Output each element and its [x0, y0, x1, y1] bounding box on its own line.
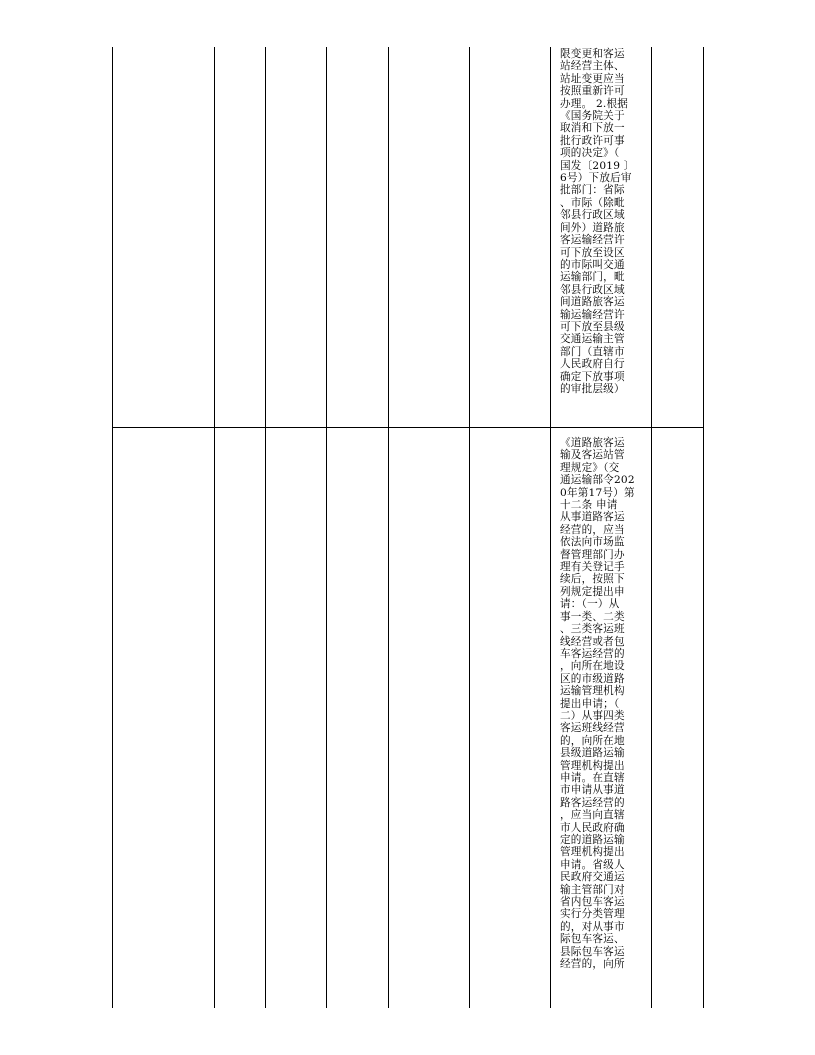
table-column-border	[651, 47, 652, 1008]
table-column-border	[703, 47, 704, 1008]
legal-basis-cell-row2: 《道路旅客运 输及客运站管 理规定》（交 通运输部令202 0年第17号）第 十二条 申请 从事道路客运 经营的，应当 依法向市场监 督管理部门办 理有关登记手 续后，按照下 列规定提出申 请：（一）从 事一类、二类 、三类客运班 线经营或者包 车客运经营的 ，向所在地设 区的市级道路 运输管理机构 提出申请；（ 二）从事四类 客运班线经营 的，向所在地 县级道路运输 管理机构提出 申请。在直辖 市申请从事道 路客运经营的 ，应当向直辖 市人民政府确 定的道路运输 管理机构提出 申请。省级人 民政府交通运 输主管部门对 省内包车客运 实行分类管理 的，对从事市 际包车客运、 县际包车客运 经营的，向所	[560, 437, 635, 971]
table-row-border	[112, 427, 704, 428]
table-column-border	[469, 47, 470, 1008]
table-column-border	[265, 47, 266, 1008]
table-column-border	[112, 47, 113, 1008]
legal-basis-cell-row1: 限变更和客运 站经营主体、 站址变更应当 按照重新许可 办理。 2.根据 《国务院关于 取消和下放一 批行政许可事 项的决定》（ 国发〔2019 〕 6号）下放后审 批部门：省际 、市际（除毗 邻县行政区域 间外）道路旅 客运输经营许 可下放至设区 的市际叫交通 运输部门，毗 邻县行政区域 间道路旅客运 输运输经营许 可下放至县级 交通运输主管 部门（直辖市 人民政府自行 确定下放事项 的审批层级）	[560, 48, 635, 395]
table-column-border	[326, 47, 327, 1008]
table-column-border	[214, 47, 215, 1008]
table-column-border	[388, 47, 389, 1008]
table-column-border	[550, 47, 551, 1008]
